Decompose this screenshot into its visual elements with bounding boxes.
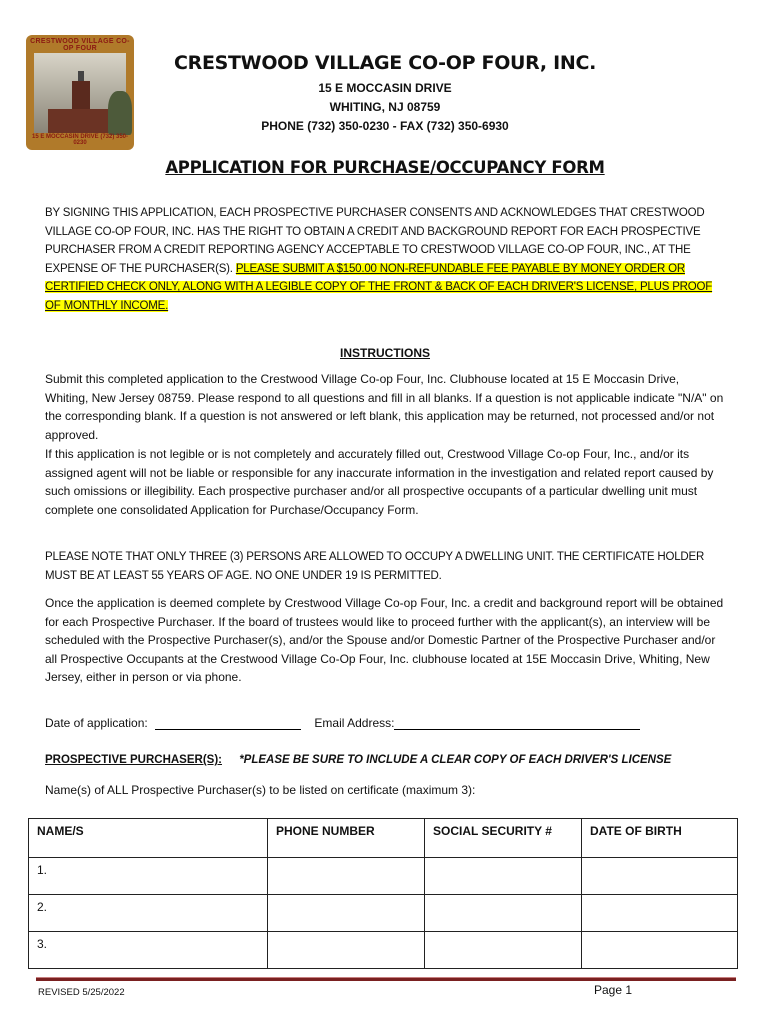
coop-logo bbox=[26, 35, 134, 150]
form-title: APPLICATION FOR PURCHASE/OCCUPANCY FORM bbox=[165, 158, 605, 177]
column-header-ssn: SOCIAL SECURITY # bbox=[425, 819, 582, 858]
name-cell[interactable]: 1. bbox=[29, 858, 268, 895]
ssn-cell[interactable] bbox=[425, 895, 582, 932]
dob-cell[interactable] bbox=[582, 932, 738, 969]
completion-paragraph: Once the application is deemed complete by Crestwood Village Co-op Four, Inc. a credit and background report will be obtained for each Prospective Purchaser. If the board of trustees would like to proceed further with the applicant(s), an interview will be scheduled with the Prospective Purchaser(s), and/or the Spouse and/or Domestic Partner of the Prospective Purchaser and/or all Prospective Occupants at the Crestwood Village Co-Op Four, Inc. clubhouse located at 15E Moccasin Drive, Whiting, New Jersey, either in person or via phone. bbox=[45, 596, 724, 684]
date-label: Date of application: bbox=[45, 716, 148, 730]
names-note: Name(s) of ALL Prospective Purchaser(s) to be listed on certificate (maximum 3): bbox=[45, 783, 476, 797]
email-field[interactable] bbox=[394, 715, 640, 730]
logo-tree bbox=[108, 91, 132, 135]
dob-cell[interactable] bbox=[582, 858, 738, 895]
logo-bottom-text: 15 E MOCCASIN DRIVE (732) 350-0230 bbox=[31, 134, 129, 146]
instructions-paragraph-2: If this application is not legible or is not completely and accurately filled out, Crestwood Village Co-op Four, Inc., and/or its assigned agent will not be liable or responsible for any inaccurate information in the investigation and related report caused by such omissions or illegibility. Each prospective purchaser and/or all prospective occupants of a particular dwelling unit must complete one consolidated Application for Purchase/Occupancy Form. bbox=[45, 447, 714, 517]
table-row bbox=[29, 932, 738, 969]
logo-photo bbox=[34, 53, 126, 133]
table-row bbox=[29, 858, 738, 895]
email-label: Email Address: bbox=[314, 716, 395, 730]
name-cell[interactable]: 2. bbox=[29, 895, 268, 932]
footer-divider bbox=[36, 977, 736, 981]
instructions-heading: INSTRUCTIONS bbox=[340, 346, 430, 360]
instructions-paragraph-1: Submit this completed application to the Crestwood Village Co-op Four, Inc. Clubhouse located at 15 E Moccasin Drive, Whiting, New Jersey 08759. Please respond to all questions and fill in all blanks. If a question is not applicable indicate "N/A" on the corresponding blank. If a question is not answered or left blank, this application may be returned, not processed and/or not approved. bbox=[45, 372, 724, 442]
fee-notice: PLEASE SUBMIT A $150.00 NON-REFUNDABLE FEE PAYABLE BY MONEY ORDER OR CERTIFIED CHECK ONLY, ALONG WITH A LEGIBLE COPY OF THE FRONT & BACK OF EACH DRIVER'S LICENSE, PLUS PROOF OF MONTHLY INCOME. bbox=[45, 262, 713, 312]
logo-ring-text: CRESTWOOD VILLAGE CO-OP FOUR bbox=[30, 38, 130, 52]
phone-fax-line: PHONE (732) 350-0230 - FAX (732) 350-6930 bbox=[261, 119, 509, 133]
phone-cell[interactable] bbox=[268, 932, 425, 969]
purchasers-heading: PROSPECTIVE PURCHASER(S): bbox=[45, 754, 222, 766]
revision-date: REVISED 5/25/2022 bbox=[38, 987, 125, 998]
column-header-phone: PHONE NUMBER bbox=[268, 819, 425, 858]
phone-cell[interactable] bbox=[268, 895, 425, 932]
table-header-row bbox=[29, 819, 738, 858]
name-cell[interactable]: 3. bbox=[29, 932, 268, 969]
purchasers-heading-row bbox=[45, 754, 671, 766]
license-note: *PLEASE BE SURE TO INCLUDE A CLEAR COPY OF EACH DRIVER'S LICENSE bbox=[239, 754, 672, 766]
logo-building bbox=[48, 109, 114, 133]
address-line-2: WHITING, NJ 08759 bbox=[329, 100, 441, 114]
occupancy-note: PLEASE NOTE THAT ONLY THREE (3) PERSONS ARE ALLOWED TO OCCUPY A DWELLING UNIT. THE CERTIFICATE HOLDER MUST BE AT LEAST 55 YEARS OF AGE. NO ONE UNDER 19 IS PERMITTED. bbox=[45, 551, 705, 582]
consent-paragraph bbox=[45, 204, 725, 315]
table-row bbox=[29, 895, 738, 932]
consent-text: BY SIGNING THIS APPLICATION, EACH PROSPECTIVE PURCHASER CONSENTS AND ACKNOWLEDGES THAT CRESTWOOD VILLAGE CO-OP FOUR, INC. HAS THE RIGHT TO OBTAIN A CREDIT AND BACKGROUND REPORT FOR EACH PROSPECTIVE PURCHASER FROM A CREDIT REPORTING AGENCY ACCEPTABLE TO CRESTWOOD VILLAGE CO-OP FOUR, INC., AT THE EXPENSE OF THE PURCHASER(S). bbox=[45, 207, 705, 275]
address-line-1: 15 E MOCCASIN DRIVE bbox=[318, 81, 452, 95]
application-fields bbox=[45, 715, 640, 730]
ssn-cell[interactable] bbox=[425, 932, 582, 969]
page-number: Page 1 bbox=[594, 983, 633, 997]
column-header-name: NAME/S bbox=[29, 819, 268, 858]
purchasers-table bbox=[28, 818, 738, 969]
organization-title: CRESTWOOD VILLAGE CO-OP FOUR, INC. bbox=[173, 52, 597, 74]
column-header-dob: DATE OF BIRTH bbox=[582, 819, 738, 858]
phone-cell[interactable] bbox=[268, 858, 425, 895]
date-field[interactable] bbox=[155, 715, 301, 730]
dob-cell[interactable] bbox=[582, 895, 738, 932]
ssn-cell[interactable] bbox=[425, 858, 582, 895]
